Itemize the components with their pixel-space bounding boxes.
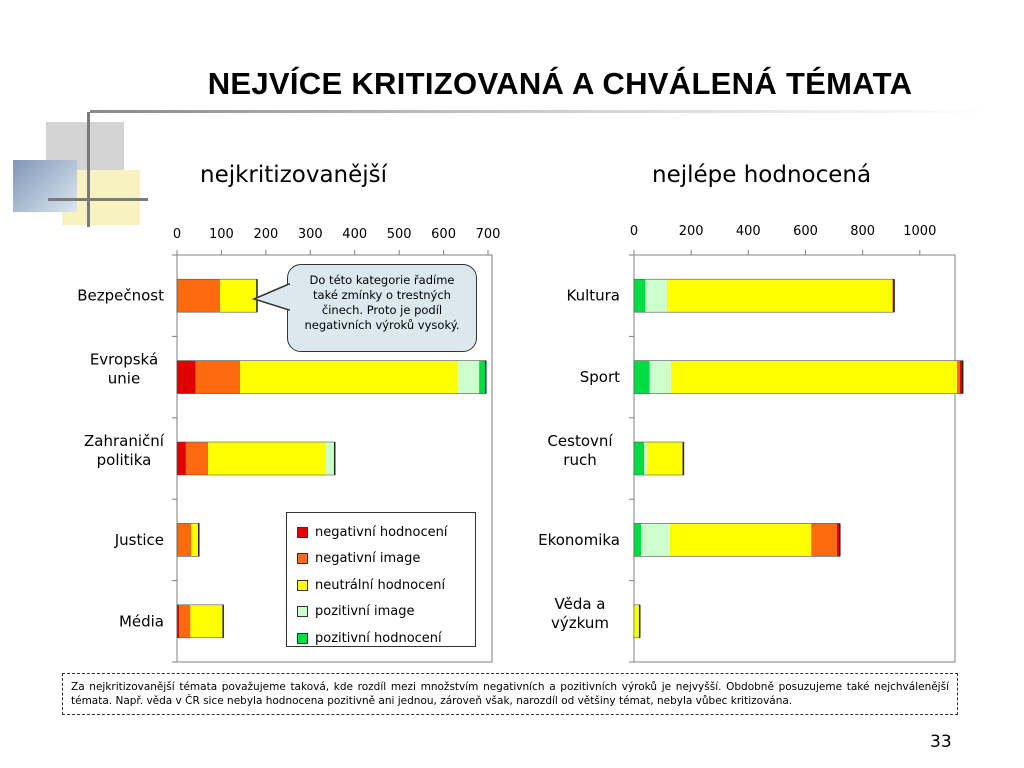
- page-number: 33: [930, 732, 952, 752]
- x-tick-label-left: 500: [386, 227, 412, 242]
- category-label-right: výzkum: [551, 613, 609, 632]
- category-label-right: Cestovní: [547, 432, 613, 450]
- x-tick-label-left: 300: [297, 227, 323, 242]
- x-tick-label-left: 700: [475, 227, 501, 242]
- legend-label: neutrální hodnocení: [315, 577, 446, 593]
- legend-item: [297, 599, 467, 626]
- x-tick-label-right: 400: [735, 224, 761, 239]
- legend-swatch: [297, 580, 308, 591]
- legend-swatch: [297, 606, 308, 617]
- bar-segment: [634, 605, 640, 638]
- x-tick-label-right: 0: [629, 224, 639, 239]
- bar-segment: [208, 442, 326, 475]
- callout-text: Do této kategorie řadíme také zmínky o trestných činech. Proto je podíl negativních výroků vysoký.: [304, 273, 460, 332]
- x-tick-label-left: 600: [431, 227, 456, 242]
- category-label-left: politika: [96, 451, 152, 469]
- bar-segment: [177, 279, 220, 312]
- bar-segment: [641, 523, 670, 556]
- bar-segment: [186, 442, 208, 475]
- category-label-left: unie: [107, 369, 141, 388]
- x-tick-label-left: 200: [253, 227, 279, 242]
- category-label-left: Zahraniční: [84, 432, 164, 450]
- legend-item: [297, 572, 467, 599]
- footnote: Za nejkritizovanější témata považujeme taková, kde rozdíl mezi množstvím negativních a pozitivních výroků je nejvyšší. Obdobně posuzujeme také nejchválenější témata. Např. věda v ČR sice nebyla hodnocena pozitivně ani jednou, zároveň však, narozdíl od většiny témat, nebyla vůbec kritizována.: [62, 673, 958, 715]
- chart-legend: [286, 512, 476, 647]
- bar-segment: [650, 361, 671, 394]
- x-tick-label-left: 400: [342, 227, 368, 242]
- legend-swatch: [297, 633, 308, 644]
- legend-item: [297, 625, 467, 652]
- bar-segment: [179, 605, 190, 638]
- category-label-left: Média: [118, 612, 164, 631]
- legend-label: negativní image: [315, 551, 421, 567]
- category-label-left: Bezpečnost: [77, 286, 164, 305]
- bar-segment: [326, 442, 335, 475]
- page-title: NEJVÍCE KRITIZOVANÁ A CHVÁLENÁ TÉMATA: [207, 66, 913, 101]
- bar-segment: [957, 361, 960, 394]
- legend-swatch: [297, 553, 308, 564]
- category-label-right: Sport: [579, 368, 620, 387]
- bar-segment: [645, 279, 666, 312]
- callout-box: [287, 264, 477, 352]
- x-tick-label-left: 100: [209, 227, 234, 242]
- legend-label: pozitivní hodnocení: [315, 630, 442, 646]
- bar-segment: [634, 361, 650, 394]
- bar-segment: [671, 361, 957, 394]
- bar-segment: [177, 442, 186, 475]
- legend-item: [297, 546, 467, 573]
- bar-segment: [667, 279, 893, 312]
- bar-segment: [647, 442, 683, 475]
- legend-label: pozitivní image: [315, 604, 415, 620]
- legend-item: [297, 519, 467, 546]
- bar-segment: [190, 605, 223, 638]
- bar-segment: [479, 361, 486, 394]
- bar-segment: [634, 523, 641, 556]
- legend-swatch: [297, 527, 308, 538]
- x-tick-label-right: 600: [793, 224, 818, 239]
- callout-pointer: [250, 282, 290, 322]
- bar-segment: [191, 523, 199, 556]
- bar-segment: [240, 361, 458, 394]
- category-label-right: ruch: [563, 451, 597, 469]
- subtitle-left: nejkritizovanější: [200, 162, 388, 188]
- category-label-right: Ekonomika: [538, 530, 620, 549]
- bar-segment: [634, 279, 645, 312]
- category-label-right: Věda a: [554, 594, 606, 613]
- bar-segment: [458, 361, 479, 394]
- x-tick-label-right: 800: [850, 224, 876, 239]
- bar-segment: [177, 605, 179, 638]
- bar-segment: [670, 523, 811, 556]
- x-tick-label-left: 0: [172, 227, 182, 242]
- category-label-left: Justice: [114, 530, 164, 549]
- category-label-right: Kultura: [566, 286, 620, 305]
- x-tick-label-right: 200: [678, 224, 704, 239]
- subtitle-right: nejlépe hodnocená: [652, 162, 872, 188]
- bar-segment: [811, 523, 837, 556]
- legend-label: negativní hodnocení: [315, 524, 448, 540]
- x-tick-label-right: 1000: [903, 224, 937, 239]
- bar-segment: [634, 442, 644, 475]
- bar-segment: [177, 523, 191, 556]
- bar-segment: [644, 442, 647, 475]
- category-label-left: Evropská: [89, 350, 159, 369]
- bar-segment: [196, 361, 240, 394]
- bar-segment: [177, 361, 196, 394]
